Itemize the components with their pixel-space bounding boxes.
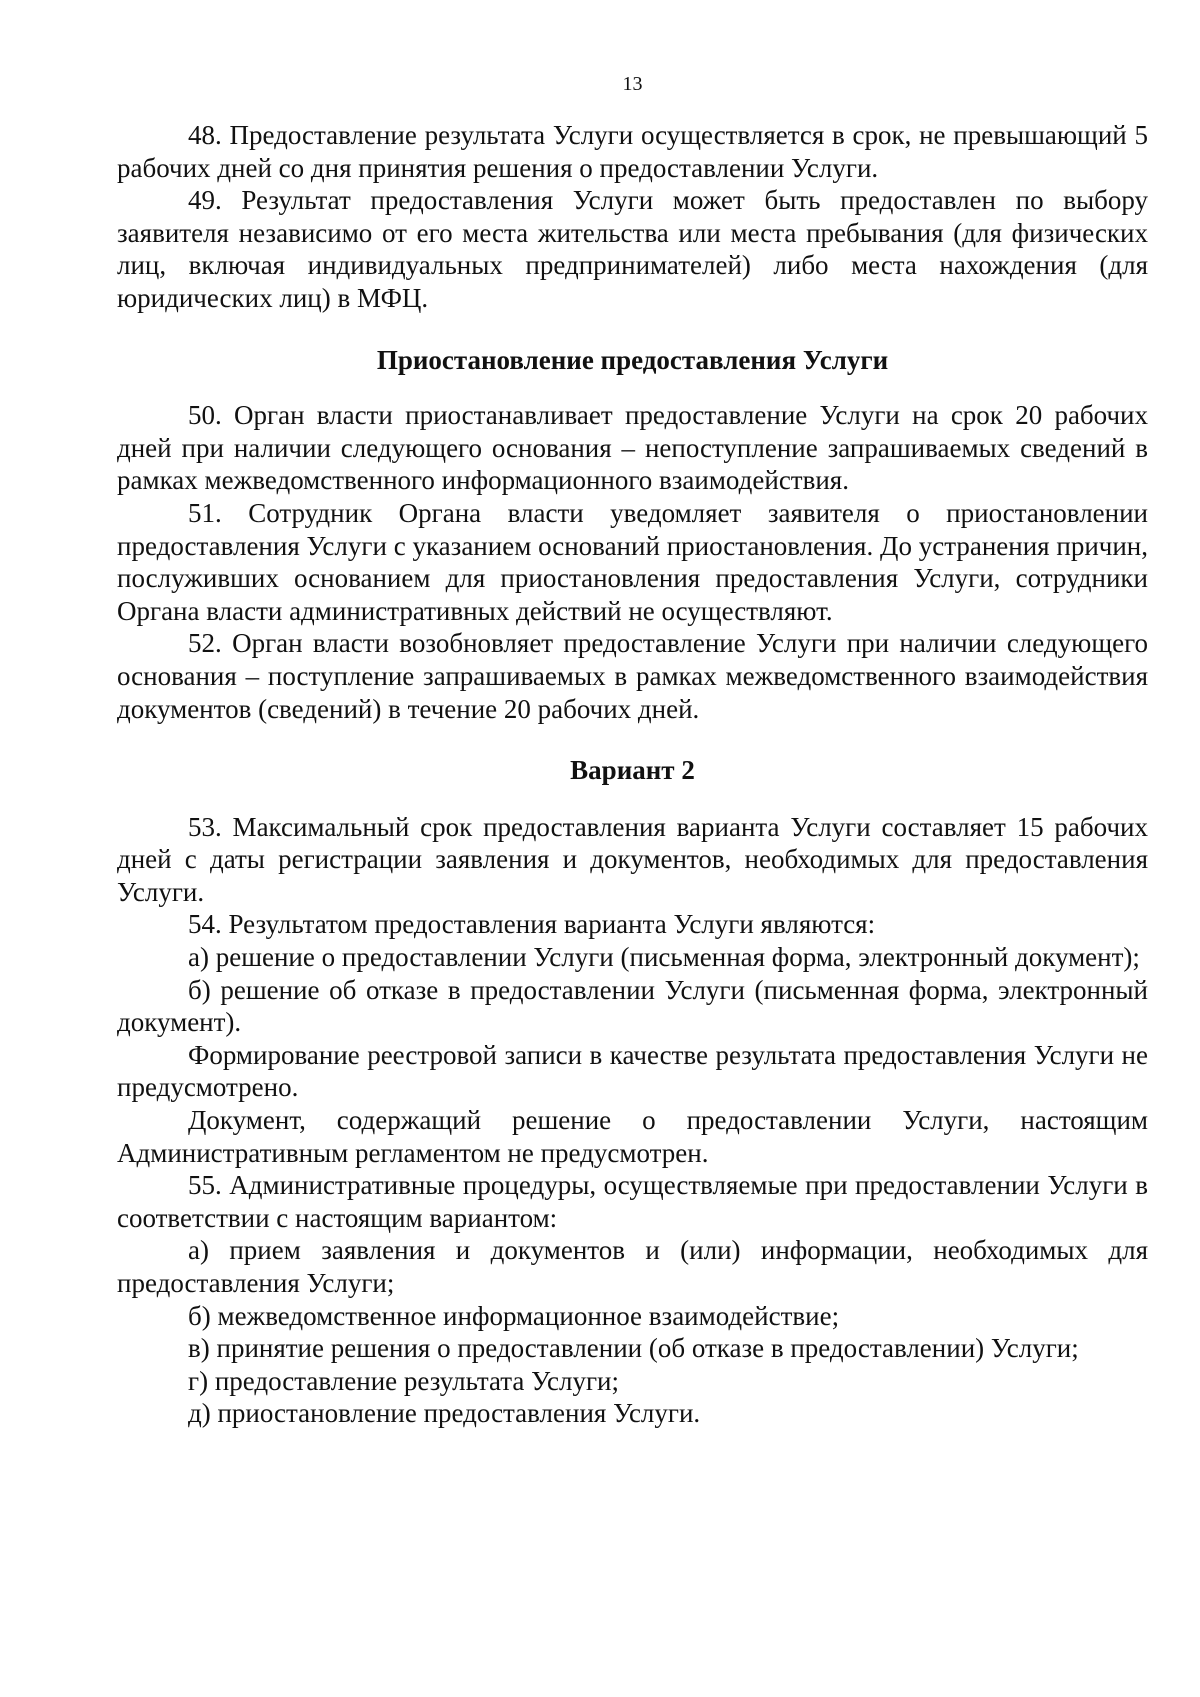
paragraph-53: 53. Максимальный срок предоставления варианта Услуги составляет 15 рабочих дней с даты регистрации заявления и документов, необходимых для предоставления Услуги. xyxy=(117,811,1148,907)
paragraph-decision-document: Документ, содержащий решение о предоставлении Услуги, настоящим Административным регламентом не предусмотрен. xyxy=(117,1105,1148,1168)
page-number: 13 xyxy=(622,73,643,95)
section-heading-variant-2: Вариант 2 xyxy=(570,755,695,786)
list-item-55v: в) принятие решения о предоставлении (об отказе в предоставлении) Услуги; xyxy=(188,1333,1079,1364)
paragraph-55: 55. Административные процедуры, осуществляемые при предоставлении Услуги в соответствии с настоящим вариантом: xyxy=(117,1170,1148,1233)
list-item-55b: б) межведомственное информационное взаимодействие; xyxy=(188,1300,840,1331)
paragraph-49: 49. Результат предоставления Услуги может быть предоставлен по выбору заявителя независимо от его места жительства или места пребывания (для физических лиц, включая индивидуальных предпринимателей) либо места нахождения (для юридических лиц) в МФЦ. xyxy=(117,185,1148,313)
list-item-55d: д) приостановление предоставления Услуги. xyxy=(188,1398,701,1429)
paragraph-registry-record: Формирование реестровой записи в качестве результата предоставления Услуги не предусмотрено. xyxy=(117,1039,1148,1103)
paragraph-52: 52. Орган власти возобновляет предоставление Услуги при наличии следующего основания – поступление запрашиваемых в рамках межведомственного взаимодействия документов (сведений) в течение 20 рабочих дней. xyxy=(117,628,1148,724)
section-heading-suspension: Приостановление предоставления Услуги xyxy=(376,344,889,375)
paragraph-51: 51. Сотрудник Органа власти уведомляет заявителя о приостановлении предоставления Услуги с указанием оснований приостановления. До устранения причин, послуживших основанием для приостановления предоставления Услуги, сотрудники Органа власти административных действий не осуществляют. xyxy=(117,497,1148,626)
paragraph-50: 50. Орган власти приостанавливает предоставление Услуги на срок 20 рабочих дней при наличии следующего основания – непоступление запрашиваемых сведений в рамках межведомственного информационного взаимодействия. xyxy=(117,400,1148,496)
list-item-54a: а) решение о предоставлении Услуги (письменная форма, электронный документ); xyxy=(188,942,1140,973)
list-item-55g: г) предоставление результата Услуги; xyxy=(188,1365,619,1396)
paragraph-48: 48. Предоставление результата Услуги осуществляется в срок, не превышающий 5 рабочих дней со дня принятия решения о предоставлении Услуги. xyxy=(117,120,1148,183)
list-item-54b: б) решение об отказе в предоставлении Услуги (письменная форма, электронный документ). xyxy=(117,974,1148,1038)
list-item-55a: а) прием заявления и документов и (или) информации, необходимых для предоставления Услуги; xyxy=(117,1235,1148,1298)
paragraph-54: 54. Результатом предоставления варианта Услуги являются: xyxy=(188,909,876,940)
document-body xyxy=(117,119,1148,1430)
